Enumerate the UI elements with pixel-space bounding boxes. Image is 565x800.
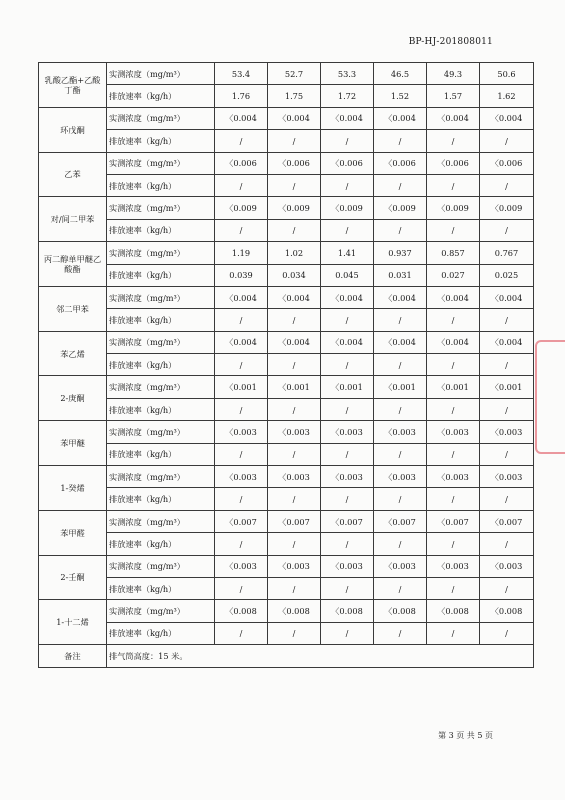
emission-rate-value: / xyxy=(321,622,374,644)
concentration-value: 1.19 xyxy=(215,242,268,264)
emission-rate-value: / xyxy=(321,174,374,196)
concentration-value: 〈0.001 xyxy=(427,376,480,398)
emission-rate-value: 0.027 xyxy=(427,264,480,286)
table-row xyxy=(39,555,534,577)
concentration-value: 〈0.009 xyxy=(427,197,480,219)
concentration-value: 〈0.003 xyxy=(480,421,534,443)
emission-rate-value: / xyxy=(374,533,427,555)
emission-rate-value: / xyxy=(215,130,268,152)
table-row xyxy=(39,63,534,85)
table-row xyxy=(39,242,534,264)
concentration-value: 〈0.007 xyxy=(427,510,480,532)
concentration-value: 〈0.003 xyxy=(215,555,268,577)
concentration-value: 〈0.007 xyxy=(374,510,427,532)
concentration-value: 〈0.001 xyxy=(374,376,427,398)
metric-label-concentration: 实测浓度（mg/m³） xyxy=(107,376,215,398)
metric-label-rate: 排放速率（kg/h） xyxy=(107,533,215,555)
emission-rate-value: / xyxy=(268,174,321,196)
metric-label-rate: 排放速率（kg/h） xyxy=(107,174,215,196)
concentration-value: 〈0.008 xyxy=(215,600,268,622)
note-label: 备注 xyxy=(39,645,107,667)
concentration-value: 〈0.001 xyxy=(268,376,321,398)
concentration-value: 〈0.006 xyxy=(427,152,480,174)
emission-rate-value: 1.76 xyxy=(215,85,268,107)
table-row xyxy=(39,510,534,532)
emission-rate-value: 1.72 xyxy=(321,85,374,107)
emission-rate-value: / xyxy=(427,533,480,555)
substance-name: 2-壬酮 xyxy=(39,555,107,600)
concentration-value: 1.41 xyxy=(321,242,374,264)
emission-table xyxy=(38,62,534,668)
concentration-value: 〈0.003 xyxy=(480,466,534,488)
concentration-value: 〈0.007 xyxy=(480,510,534,532)
emission-rate-value: / xyxy=(321,130,374,152)
substance-name: 丙二醇单甲醚乙酸酯 xyxy=(39,242,107,287)
concentration-value: 〈0.001 xyxy=(480,376,534,398)
emission-rate-value: / xyxy=(427,174,480,196)
concentration-value: 〈0.006 xyxy=(480,152,534,174)
emission-rate-value: / xyxy=(374,622,427,644)
emission-rate-value: / xyxy=(321,488,374,510)
concentration-value: 〈0.003 xyxy=(427,555,480,577)
substance-name: 乙苯 xyxy=(39,152,107,197)
concentration-value: 〈0.004 xyxy=(215,286,268,308)
concentration-value: 〈0.008 xyxy=(480,600,534,622)
emission-rate-value: / xyxy=(374,354,427,376)
emission-rate-value: / xyxy=(268,622,321,644)
table-row xyxy=(39,443,534,465)
table-row xyxy=(39,264,534,286)
concentration-value: 〈0.008 xyxy=(427,600,480,622)
substance-name: 2-庚酮 xyxy=(39,376,107,421)
concentration-value: 〈0.004 xyxy=(374,331,427,353)
emission-rate-value: / xyxy=(215,174,268,196)
metric-label-rate: 排放速率（kg/h） xyxy=(107,309,215,331)
table-row xyxy=(39,622,534,644)
emission-rate-value: / xyxy=(268,443,321,465)
emission-rate-value: 0.031 xyxy=(374,264,427,286)
concentration-value: 〈0.001 xyxy=(321,376,374,398)
concentration-value: 1.02 xyxy=(268,242,321,264)
concentration-value: 〈0.004 xyxy=(321,107,374,129)
metric-label-concentration: 实测浓度（mg/m³） xyxy=(107,555,215,577)
concentration-value: 〈0.004 xyxy=(215,331,268,353)
concentration-value: 〈0.006 xyxy=(268,152,321,174)
emission-rate-value: / xyxy=(374,130,427,152)
emission-rate-value: / xyxy=(268,488,321,510)
table-row xyxy=(39,376,534,398)
emission-rate-value: / xyxy=(427,309,480,331)
emission-rate-value: / xyxy=(480,398,534,420)
concentration-value: 〈0.004 xyxy=(268,107,321,129)
table-row xyxy=(39,130,534,152)
table-row xyxy=(39,421,534,443)
emission-rate-value: 0.039 xyxy=(215,264,268,286)
table-row xyxy=(39,309,534,331)
note-row xyxy=(39,645,534,667)
table-row xyxy=(39,577,534,599)
emission-rate-value: / xyxy=(427,130,480,152)
table-row xyxy=(39,197,534,219)
concentration-value: 〈0.009 xyxy=(321,197,374,219)
concentration-value: 46.5 xyxy=(374,63,427,85)
substance-name: 邻二甲苯 xyxy=(39,286,107,331)
concentration-value: 〈0.003 xyxy=(480,555,534,577)
emission-rate-value: / xyxy=(374,488,427,510)
concentration-value: 〈0.004 xyxy=(321,331,374,353)
metric-label-rate: 排放速率（kg/h） xyxy=(107,354,215,376)
emission-rate-value: / xyxy=(215,577,268,599)
emission-rate-value: / xyxy=(427,622,480,644)
emission-rate-value: / xyxy=(374,398,427,420)
concentration-value: 〈0.003 xyxy=(268,555,321,577)
metric-label-concentration: 实测浓度（mg/m³） xyxy=(107,466,215,488)
table-row xyxy=(39,600,534,622)
document-id: BP-HJ-201808011 xyxy=(408,37,493,47)
emission-rate-value: / xyxy=(480,309,534,331)
concentration-value: 〈0.003 xyxy=(268,421,321,443)
substance-name: 苯甲醛 xyxy=(39,510,107,555)
substance-name: 苯甲醚 xyxy=(39,421,107,466)
metric-label-rate: 排放速率（kg/h） xyxy=(107,443,215,465)
emission-rate-value: / xyxy=(215,443,268,465)
concentration-value: 〈0.004 xyxy=(215,107,268,129)
concentration-value: 53.4 xyxy=(215,63,268,85)
metric-label-concentration: 实测浓度（mg/m³） xyxy=(107,152,215,174)
emission-rate-value: / xyxy=(321,443,374,465)
concentration-value: 〈0.009 xyxy=(268,197,321,219)
metric-label-concentration: 实测浓度（mg/m³） xyxy=(107,421,215,443)
emission-rate-value: / xyxy=(215,309,268,331)
table-row xyxy=(39,331,534,353)
concentration-value: 〈0.001 xyxy=(215,376,268,398)
table-row xyxy=(39,488,534,510)
emission-rate-value: / xyxy=(480,354,534,376)
metric-label-concentration: 实测浓度（mg/m³） xyxy=(107,107,215,129)
metric-label-rate: 排放速率（kg/h） xyxy=(107,577,215,599)
concentration-value: 〈0.004 xyxy=(427,331,480,353)
emission-rate-value: / xyxy=(480,174,534,196)
red-seal-stamp xyxy=(535,340,565,454)
emission-rate-value: / xyxy=(321,354,374,376)
substance-name: 1-十二烯 xyxy=(39,600,107,645)
emission-rate-value: / xyxy=(480,130,534,152)
metric-label-concentration: 实测浓度（mg/m³） xyxy=(107,510,215,532)
metric-label-concentration: 实测浓度（mg/m³） xyxy=(107,331,215,353)
table-row xyxy=(39,398,534,420)
concentration-value: 〈0.006 xyxy=(374,152,427,174)
emission-rate-value: / xyxy=(427,577,480,599)
substance-name: 环戊酮 xyxy=(39,107,107,152)
emission-rate-value: / xyxy=(268,219,321,241)
table-row xyxy=(39,533,534,555)
emission-rate-value: 0.034 xyxy=(268,264,321,286)
concentration-value: 〈0.006 xyxy=(321,152,374,174)
emission-rate-value: / xyxy=(427,219,480,241)
concentration-value: 〈0.004 xyxy=(427,286,480,308)
concentration-value: 〈0.004 xyxy=(374,286,427,308)
concentration-value: 〈0.009 xyxy=(480,197,534,219)
emission-rate-value: / xyxy=(321,219,374,241)
table-row xyxy=(39,85,534,107)
metric-label-rate: 排放速率（kg/h） xyxy=(107,219,215,241)
substance-name: 对/间二甲苯 xyxy=(39,197,107,242)
concentration-value: 〈0.003 xyxy=(374,421,427,443)
concentration-value: 〈0.004 xyxy=(268,286,321,308)
concentration-value: 〈0.004 xyxy=(268,331,321,353)
table-row xyxy=(39,152,534,174)
concentration-value: 0.937 xyxy=(374,242,427,264)
emission-rate-value: / xyxy=(427,488,480,510)
concentration-value: 〈0.004 xyxy=(321,286,374,308)
metric-label-rate: 排放速率（kg/h） xyxy=(107,130,215,152)
table-row xyxy=(39,219,534,241)
emission-rate-value: / xyxy=(215,622,268,644)
emission-rate-value: / xyxy=(321,577,374,599)
emission-rate-value: 1.75 xyxy=(268,85,321,107)
emission-rate-value: 1.52 xyxy=(374,85,427,107)
emission-rate-value: / xyxy=(321,533,374,555)
concentration-value: 〈0.003 xyxy=(321,555,374,577)
emission-rate-value: / xyxy=(215,219,268,241)
substance-name: 乳酸乙酯+乙酸丁酯 xyxy=(39,63,107,108)
concentration-value: 〈0.008 xyxy=(321,600,374,622)
emission-rate-value: / xyxy=(215,533,268,555)
concentration-value: 〈0.003 xyxy=(427,466,480,488)
emission-rate-value: / xyxy=(374,577,427,599)
concentration-value: 〈0.009 xyxy=(215,197,268,219)
note-text: 排气筒高度：15 米。 xyxy=(107,645,534,667)
concentration-value: 〈0.003 xyxy=(215,466,268,488)
concentration-value: 〈0.004 xyxy=(480,331,534,353)
emission-rate-value: / xyxy=(480,443,534,465)
concentration-value: 52.7 xyxy=(268,63,321,85)
concentration-value: 49.3 xyxy=(427,63,480,85)
substance-name: 苯乙烯 xyxy=(39,331,107,376)
metric-label-rate: 排放速率（kg/h） xyxy=(107,398,215,420)
concentration-value: 〈0.003 xyxy=(215,421,268,443)
emission-rate-value: / xyxy=(374,219,427,241)
metric-label-concentration: 实测浓度（mg/m³） xyxy=(107,600,215,622)
concentration-value: 〈0.004 xyxy=(427,107,480,129)
table-row xyxy=(39,354,534,376)
concentration-value: 〈0.003 xyxy=(321,466,374,488)
table-row xyxy=(39,466,534,488)
emission-rate-value: / xyxy=(374,174,427,196)
table-row xyxy=(39,107,534,129)
emission-rate-value: / xyxy=(268,577,321,599)
concentration-value: 〈0.008 xyxy=(268,600,321,622)
emission-rate-value: / xyxy=(321,398,374,420)
concentration-value: 〈0.004 xyxy=(480,107,534,129)
table-row xyxy=(39,174,534,196)
concentration-value: 〈0.003 xyxy=(321,421,374,443)
concentration-value: 〈0.004 xyxy=(480,286,534,308)
emission-rate-value: / xyxy=(215,488,268,510)
concentration-value: 〈0.003 xyxy=(268,466,321,488)
emission-rate-value: / xyxy=(215,354,268,376)
concentration-value: 〈0.009 xyxy=(374,197,427,219)
emission-rate-value: / xyxy=(268,309,321,331)
emission-rate-value: / xyxy=(427,398,480,420)
emission-rate-value: 0.045 xyxy=(321,264,374,286)
emission-rate-value: / xyxy=(268,130,321,152)
concentration-value: 50.6 xyxy=(480,63,534,85)
concentration-value: 〈0.007 xyxy=(321,510,374,532)
table-row xyxy=(39,286,534,308)
emission-rate-value: / xyxy=(321,309,374,331)
emission-rate-value: / xyxy=(215,398,268,420)
concentration-value: 〈0.003 xyxy=(427,421,480,443)
emission-rate-value: / xyxy=(480,577,534,599)
metric-label-rate: 排放速率（kg/h） xyxy=(107,488,215,510)
emission-rate-value: / xyxy=(268,533,321,555)
emission-rate-value: / xyxy=(427,354,480,376)
emission-rate-value: 1.62 xyxy=(480,85,534,107)
emission-rate-value: / xyxy=(480,219,534,241)
emission-rate-value: / xyxy=(374,309,427,331)
concentration-value: 〈0.008 xyxy=(374,600,427,622)
concentration-value: 〈0.004 xyxy=(374,107,427,129)
metric-label-rate: 排放速率（kg/h） xyxy=(107,622,215,644)
metric-label-rate: 排放速率（kg/h） xyxy=(107,264,215,286)
metric-label-concentration: 实测浓度（mg/m³） xyxy=(107,242,215,264)
emission-rate-value: / xyxy=(268,398,321,420)
concentration-value: 〈0.007 xyxy=(268,510,321,532)
emission-rate-value: / xyxy=(480,622,534,644)
emission-rate-value: / xyxy=(374,443,427,465)
concentration-value: 〈0.006 xyxy=(215,152,268,174)
emission-rate-value: / xyxy=(480,533,534,555)
metric-label-concentration: 实测浓度（mg/m³） xyxy=(107,63,215,85)
emission-rate-value: / xyxy=(268,354,321,376)
metric-label-rate: 排放速率（kg/h） xyxy=(107,85,215,107)
concentration-value: 〈0.003 xyxy=(374,466,427,488)
concentration-value: 0.767 xyxy=(480,242,534,264)
emission-rate-value: / xyxy=(480,488,534,510)
substance-name: 1-癸烯 xyxy=(39,466,107,511)
metric-label-concentration: 实测浓度（mg/m³） xyxy=(107,286,215,308)
concentration-value: 0.857 xyxy=(427,242,480,264)
concentration-value: 〈0.007 xyxy=(215,510,268,532)
emission-rate-value: / xyxy=(427,443,480,465)
concentration-value: 53.3 xyxy=(321,63,374,85)
metric-label-concentration: 实测浓度（mg/m³） xyxy=(107,197,215,219)
emission-rate-value: 0.025 xyxy=(480,264,534,286)
emission-rate-value: 1.57 xyxy=(427,85,480,107)
concentration-value: 〈0.003 xyxy=(374,555,427,577)
page-number: 第 3 页 共 5 页 xyxy=(438,731,493,740)
